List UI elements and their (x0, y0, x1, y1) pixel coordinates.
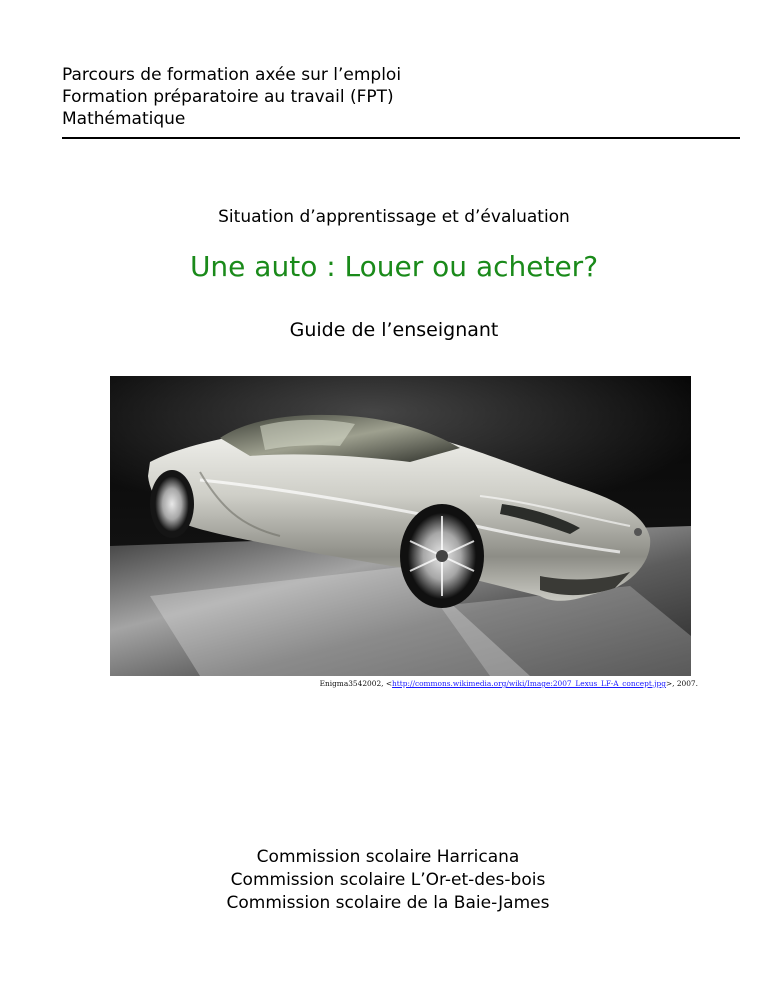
car-photo (110, 376, 691, 676)
caption-suffix: >, 2007. (665, 679, 698, 688)
school-boards (0, 846, 768, 915)
caption-author: Enigma3542002, < (319, 679, 393, 688)
document-title: Une auto : Louer ou acheter? (189, 250, 599, 283)
program-name: Parcours de formation axée sur l’emploi (62, 65, 402, 85)
school-board-or-et-des-bois: Commission scolaire L’Or-et-des-bois (230, 870, 546, 890)
school-board-harricana: Commission scolaire Harricana (256, 847, 520, 867)
document-subtitle: Situation d’apprentissage et d’évaluation (218, 207, 570, 227)
guide-label: Guide de l’enseignant (289, 319, 499, 341)
school-board-baie-james: Commission scolaire de la Baie-James (226, 893, 550, 913)
training-name: Formation préparatoire au travail (FPT) (62, 87, 394, 107)
caption-source-link[interactable]: http://commons.wikimedia.org/wiki/Image:2007_Lexus_LF-A_concept.jpg (392, 679, 666, 688)
header-divider (62, 137, 740, 139)
photo-caption (110, 679, 698, 688)
document-header (62, 64, 740, 130)
subject-name: Mathématique (62, 109, 186, 129)
